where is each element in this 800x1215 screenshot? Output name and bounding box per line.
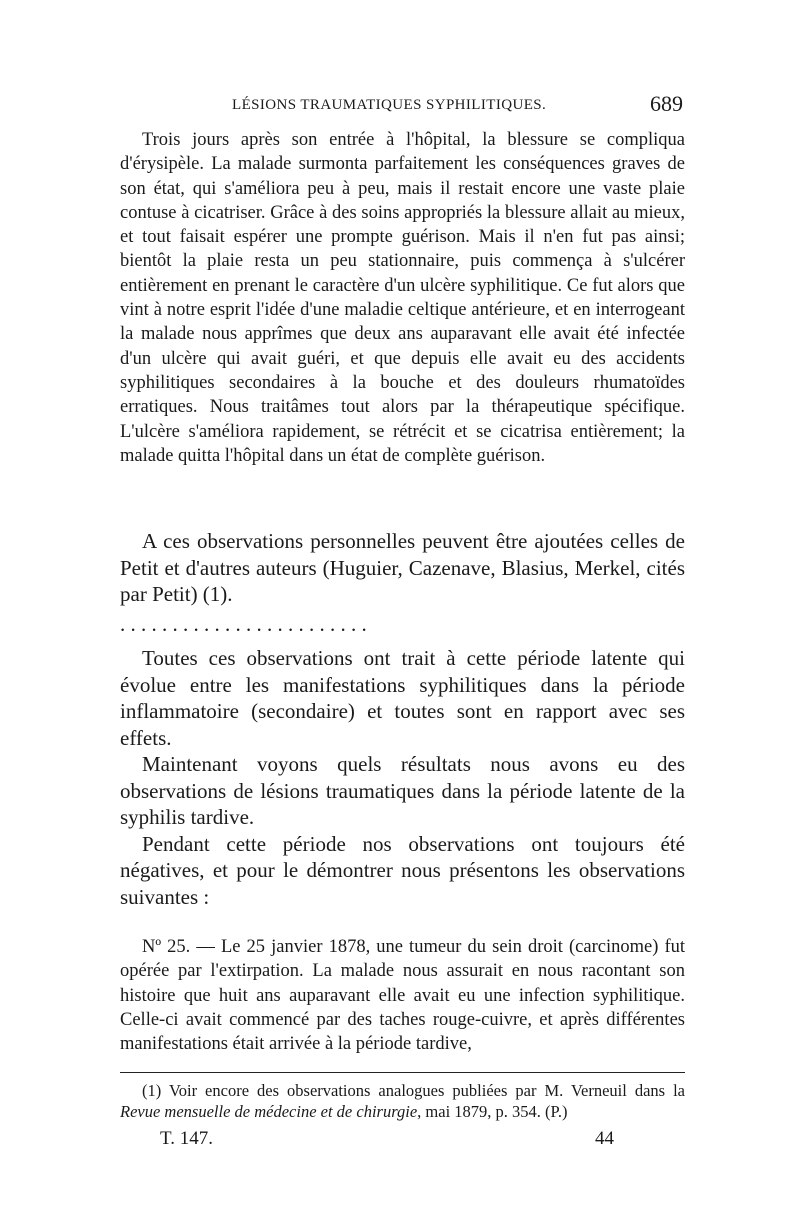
footnote	[120, 1080, 685, 1122]
paragraph-latent-period: Toutes ces observations ont trait à cette période latente qui évolue entre les manifestations syphilitiques dans la période inflammatoire (secondaire) et toutes sont en rapport avec ses effets.	[120, 646, 685, 750]
running-title: LÉSIONS TRAUMATIQUES SYPHILITIQUES.	[232, 97, 547, 113]
ellipsis-separator: . . . . . . . . . . . . . . . . . . . . . . . .	[120, 612, 367, 636]
other-authors-section	[120, 528, 685, 608]
case-text-continued	[120, 128, 685, 468]
discussion-section	[120, 645, 685, 910]
footnote-rule	[120, 1072, 685, 1073]
footnote-text-end: , mai 1879, p. 354. (P.)	[417, 1102, 568, 1121]
footnote-text	[120, 1080, 685, 1122]
page-header	[120, 91, 685, 125]
paragraph-case-continuation: Trois jours après son entrée à l'hôpital, la blessure se compliqua d'érysipèle. La malade surmonta parfaitement les conséquences graves de son état, qui s'améliora peu à peu, mais il restait encore une vaste plaie contuse à cicatriser. Grâce à des soins appropriés la blessure allait au mieux, et tout faisait espérer une prompte guérison. Mais il n'en fut pas ainsi; bientôt la plaie resta un peu stationnaire, puis commença à s'ulcérer entièrement en prenant le caractère d'un ulcère syphilitique. Ce fut alors que vint à notre esprit l'idée d'une maladie celtique antérieure, et en interrogeant la malade nous apprîmes que deux ans auparavant elle avait été infectée d'un ulcère qui avait guéri, et que depuis elle avait eu des accidents syphilitiques secondaires à la bouche et des douleurs rhumatoïdes erratiques. Nous traitâmes tout alors par la thérapeutique spécifique. L'ulcère s'améliora rapidement, se rétrécit et se cicatrisa entièrement; la malade quitta l'hôpital dans un état de complète guérison.	[120, 130, 685, 466]
paragraph-negative-observations: Pendant cette période nos observations ont toujours été négatives, et pour le démontrer nous présentons les observations suivantes :	[120, 831, 685, 909]
volume-signature: T. 147.	[160, 1128, 213, 1149]
paragraph-late-syphilis: Maintenant voyons quels résultats nous avons eu des observations de lésions traumatiques dans la période latente de la syphilis tardive.	[120, 752, 685, 829]
gathering-number: 44	[595, 1128, 614, 1149]
page-number: 689	[650, 91, 683, 116]
paragraph-other-authors: A ces observations personnelles peuvent être ajoutées celles de Petit et d'autres auteurs (Huguier, Cazenave, Blasius, Merkel, cités par Petit) (1).	[120, 529, 685, 606]
observation-25	[120, 935, 685, 1056]
paragraph-observation-25: Nº 25. — Le 25 janvier 1878, une tumeur du sein droit (carcinome) fut opérée par l'extirpation. La malade nous assurait en nous racontant son histoire que huit ans auparavant elle avait eu une infection syphilitique. Celle-ci avait commencé par des taches rouge-cuivre, et après différentes manifestations était arrivée à la période tardive,	[120, 937, 685, 1055]
footnote-journal-title: Revue mensuelle de médecine et de chirurgie	[120, 1102, 418, 1121]
footnote-text-start: (1) Voir encore des observations analogues publiées par M. Verneuil dans la	[142, 1081, 685, 1100]
page-footer	[120, 1128, 685, 1154]
